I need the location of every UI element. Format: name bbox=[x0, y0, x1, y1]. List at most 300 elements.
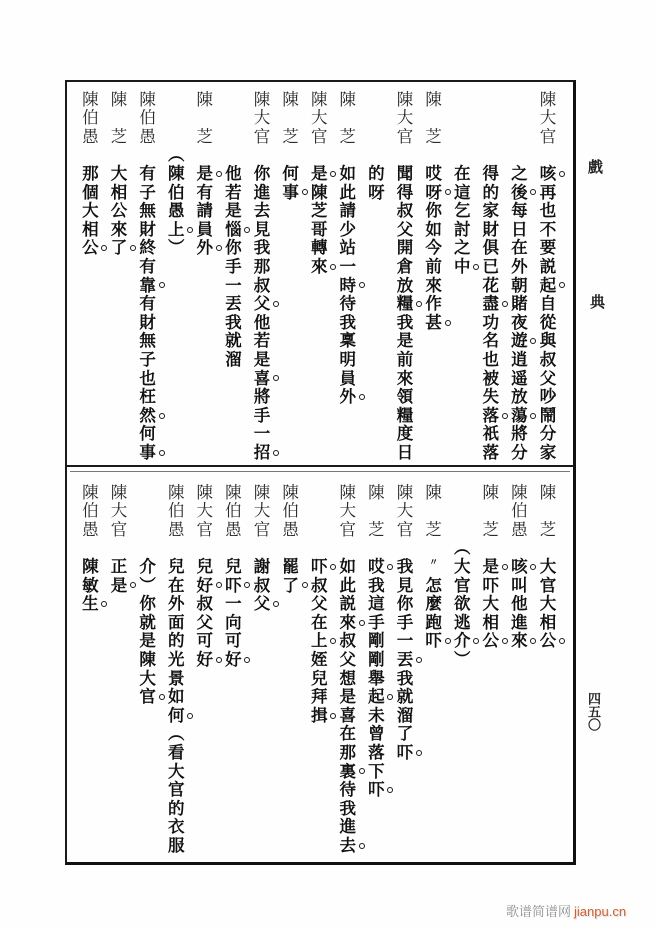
speaker-name bbox=[394, 484, 416, 540]
speaker-glyph: 愚 bbox=[511, 519, 528, 539]
text-glyph: 兒 bbox=[196, 557, 214, 577]
text-glyph: 來 bbox=[425, 275, 442, 295]
text-glyph: 父 bbox=[196, 612, 214, 632]
text-glyph: 花 bbox=[482, 275, 500, 295]
text-glyph: 待 bbox=[339, 780, 357, 800]
text-glyph: 敏 bbox=[82, 575, 99, 595]
text-glyph: 是 bbox=[308, 165, 330, 184]
text-glyph: 分 bbox=[539, 424, 557, 444]
dialogue-column bbox=[137, 484, 159, 864]
speaker-glyph bbox=[423, 109, 445, 128]
speaker-name bbox=[537, 91, 559, 147]
text-glyph: 枉 bbox=[139, 387, 156, 407]
text-glyph: 父 bbox=[310, 594, 328, 614]
speaker-glyph: 官 bbox=[539, 126, 557, 146]
text-glyph: 一 bbox=[225, 275, 242, 295]
text-glyph: 的 bbox=[482, 182, 500, 202]
text-glyph: 他 bbox=[225, 164, 242, 184]
text-glyph: 是 bbox=[396, 331, 414, 351]
speaker-glyph bbox=[108, 109, 130, 128]
text-glyph: 兒 bbox=[310, 668, 328, 688]
text-glyph: 在 bbox=[167, 575, 185, 595]
speaker-name bbox=[251, 484, 273, 540]
text-glyph: 領 bbox=[396, 387, 414, 407]
text-glyph: 那 bbox=[253, 257, 271, 277]
text-glyph: 這 bbox=[368, 594, 385, 614]
text-glyph: 落 bbox=[480, 407, 502, 426]
text-glyph: 來 bbox=[396, 368, 414, 388]
dialogue-text bbox=[79, 558, 101, 614]
text-glyph: 將 bbox=[253, 387, 271, 407]
speaker-glyph: 伯 bbox=[167, 501, 185, 521]
speaker-glyph bbox=[280, 109, 302, 128]
text-glyph: 逍 bbox=[511, 350, 528, 370]
text-glyph: 芝 bbox=[310, 201, 328, 221]
speaker-glyph: 芝 bbox=[425, 519, 442, 539]
dialogue-column bbox=[423, 484, 445, 864]
text-glyph: 前 bbox=[396, 350, 414, 370]
speaker-glyph: 大 bbox=[396, 501, 414, 521]
text-glyph: 一 bbox=[253, 424, 271, 444]
text-glyph: 轉 bbox=[310, 238, 328, 258]
text-glyph: 大 bbox=[110, 164, 128, 184]
text-glyph: 父 bbox=[251, 595, 273, 614]
text-glyph: 少 bbox=[339, 219, 357, 239]
text-glyph: 去 bbox=[253, 201, 271, 221]
text-glyph: 此 bbox=[339, 182, 357, 202]
text-glyph: 上 bbox=[165, 221, 187, 240]
text-glyph: 分 bbox=[511, 442, 528, 462]
text-glyph: 起 bbox=[537, 277, 559, 296]
text-glyph: 這 bbox=[453, 182, 471, 202]
text-glyph: 吓 bbox=[308, 558, 330, 577]
dialogue-text bbox=[537, 165, 559, 463]
speaker-glyph: 陳 bbox=[310, 89, 328, 109]
text-glyph: 夜 bbox=[511, 312, 528, 332]
text-glyph: 甚 bbox=[423, 314, 445, 333]
text-glyph: 要 bbox=[539, 238, 557, 258]
speaker-glyph: 愚 bbox=[139, 126, 156, 146]
text-glyph: 來 bbox=[337, 614, 359, 633]
text-glyph: 〃 bbox=[429, 558, 439, 569]
running-head-char: 戲 bbox=[588, 158, 604, 176]
text-glyph: 事 bbox=[137, 444, 159, 463]
text-glyph: 公 bbox=[480, 632, 502, 651]
text-glyph: 介 bbox=[139, 557, 156, 577]
speaker-name bbox=[508, 484, 530, 540]
speaker-name bbox=[108, 484, 130, 540]
text-glyph: 父 bbox=[339, 650, 357, 670]
text-glyph: ︶ bbox=[453, 650, 471, 670]
text-glyph: 了 bbox=[108, 239, 130, 258]
text-glyph: 叔 bbox=[339, 631, 357, 651]
speaker-glyph: 陳 bbox=[139, 89, 156, 109]
text-glyph: 就 bbox=[396, 687, 414, 707]
text-glyph: 來 bbox=[508, 632, 530, 651]
speaker-glyph: 芝 bbox=[282, 126, 299, 146]
text-glyph: 剛 bbox=[368, 631, 385, 651]
text-glyph: 一 bbox=[225, 594, 242, 614]
speaker-glyph: 芝 bbox=[539, 519, 557, 539]
text-glyph: 大 bbox=[167, 761, 185, 781]
text-glyph: 喜 bbox=[339, 705, 357, 725]
speaker-glyph: 芝 bbox=[368, 519, 385, 539]
text-glyph: 時 bbox=[337, 277, 359, 296]
dialogue-text bbox=[365, 558, 387, 800]
text-glyph: 我 bbox=[368, 575, 385, 595]
text-glyph: 吓 bbox=[365, 781, 387, 800]
speaker-glyph: 大 bbox=[310, 108, 328, 128]
text-glyph: 光 bbox=[167, 650, 185, 670]
speaker-glyph: 陳 bbox=[396, 482, 414, 502]
speaker-glyph: 愚 bbox=[82, 519, 99, 539]
dialogue-column bbox=[108, 91, 130, 471]
speaker-glyph: 官 bbox=[253, 126, 271, 146]
text-glyph: 一 bbox=[339, 257, 357, 277]
text-glyph: 每 bbox=[511, 201, 528, 221]
text-glyph: 向 bbox=[225, 612, 242, 632]
text-glyph: 也 bbox=[539, 201, 557, 221]
text-glyph: 公 bbox=[537, 632, 559, 651]
text-glyph: 陳 bbox=[82, 557, 99, 577]
text-glyph: 那 bbox=[82, 164, 99, 184]
text-glyph: 起 bbox=[365, 688, 387, 707]
dialogue-column bbox=[537, 484, 559, 864]
text-glyph: 未 bbox=[368, 705, 385, 725]
dialogue-text bbox=[251, 165, 273, 463]
speaker-glyph: 芝 bbox=[110, 126, 128, 146]
text-glyph: 上 bbox=[308, 632, 330, 651]
text-glyph: 叔 bbox=[253, 275, 271, 295]
text-glyph: 吓 bbox=[394, 744, 416, 763]
speaker-glyph: 陳 bbox=[253, 89, 271, 109]
text-glyph: 在 bbox=[453, 164, 471, 184]
text-glyph: 開 bbox=[396, 238, 414, 258]
dialogue-text bbox=[251, 558, 273, 614]
text-glyph: 了 bbox=[396, 724, 414, 744]
text-glyph: 日 bbox=[511, 219, 528, 239]
text-glyph: 見 bbox=[396, 575, 414, 595]
text-glyph: 叔 bbox=[196, 594, 214, 614]
text-glyph: 吓 bbox=[482, 575, 500, 595]
text-glyph: 官 bbox=[137, 688, 159, 707]
text-glyph: 面 bbox=[167, 612, 185, 632]
speaker-glyph bbox=[423, 502, 445, 521]
text-glyph: 待 bbox=[339, 294, 357, 314]
text-glyph: 被 bbox=[482, 368, 500, 388]
dialogue-text bbox=[108, 165, 130, 258]
text-glyph: 在 bbox=[511, 238, 528, 258]
text-glyph: 如 bbox=[425, 219, 442, 239]
text-glyph: 在 bbox=[310, 612, 328, 632]
text-glyph: 想 bbox=[339, 668, 357, 688]
text-glyph: 大 bbox=[453, 557, 471, 577]
speaker-glyph: 芝 bbox=[339, 126, 357, 146]
text-glyph: 度 bbox=[396, 424, 414, 444]
speaker-glyph: 陳 bbox=[539, 482, 557, 502]
text-glyph: 溜 bbox=[396, 705, 414, 725]
text-glyph: 你 bbox=[396, 594, 414, 614]
text-glyph: 得 bbox=[396, 182, 414, 202]
dialogue-text bbox=[137, 165, 159, 463]
dialogue-text bbox=[337, 558, 359, 856]
speaker-glyph: 陳 bbox=[511, 482, 528, 502]
text-glyph: 明 bbox=[339, 350, 357, 370]
text-glyph: 公 bbox=[79, 239, 101, 258]
text-glyph: 何 bbox=[282, 164, 299, 184]
text-glyph: 蕩 bbox=[508, 407, 530, 426]
text-glyph: 怎 bbox=[425, 575, 442, 595]
text-glyph: 就 bbox=[225, 331, 242, 351]
text-glyph: 你 bbox=[139, 594, 156, 614]
speaker-name bbox=[79, 91, 101, 147]
speaker-glyph: 伯 bbox=[225, 501, 242, 521]
text-glyph: 功 bbox=[482, 312, 500, 332]
dialogue-column bbox=[365, 91, 387, 471]
text-glyph: 之 bbox=[511, 164, 528, 184]
text-glyph: 去 bbox=[337, 837, 359, 856]
text-glyph: 家 bbox=[539, 442, 557, 462]
speaker-glyph: 官 bbox=[396, 126, 414, 146]
dialogue-column bbox=[108, 484, 130, 864]
text-glyph: 是 bbox=[253, 350, 271, 370]
text-glyph: 倉 bbox=[396, 257, 414, 277]
text-glyph: 再 bbox=[539, 182, 557, 202]
text-glyph: 溜 bbox=[225, 350, 242, 370]
text-glyph: 大 bbox=[539, 594, 557, 614]
text-glyph: 子 bbox=[139, 350, 156, 370]
text-glyph: 了 bbox=[280, 577, 302, 596]
text-glyph: 咳 bbox=[508, 558, 530, 577]
text-glyph: 的 bbox=[167, 631, 185, 651]
text-glyph: 哥 bbox=[310, 219, 328, 239]
text-glyph: 外 bbox=[194, 239, 216, 258]
text-glyph: 吓 bbox=[423, 632, 445, 651]
text-glyph: 我 bbox=[225, 312, 242, 332]
text-glyph: 作 bbox=[425, 294, 442, 314]
speaker-glyph: 官 bbox=[110, 519, 128, 539]
text-glyph: 麼 bbox=[425, 594, 442, 614]
text-glyph: 外 bbox=[337, 388, 359, 407]
text-glyph: 是 bbox=[339, 687, 357, 707]
text-glyph: 鬧 bbox=[539, 405, 557, 425]
text-glyph: 公 bbox=[110, 201, 128, 221]
text-glyph: 站 bbox=[339, 238, 357, 258]
text-glyph: 他 bbox=[511, 594, 528, 614]
text-glyph: 外 bbox=[167, 594, 185, 614]
text-glyph: 如 bbox=[339, 557, 357, 577]
text-glyph: 我 bbox=[396, 557, 414, 577]
dialogue-text bbox=[194, 165, 216, 258]
text-glyph: 是 bbox=[225, 201, 242, 221]
speaker-name bbox=[337, 91, 359, 147]
text-glyph: 好 bbox=[194, 577, 216, 596]
text-glyph: 官 bbox=[539, 575, 557, 595]
dialogue-column bbox=[394, 91, 416, 471]
text-glyph: 家 bbox=[482, 201, 500, 221]
text-glyph: 相 bbox=[539, 612, 557, 632]
dialogue-column bbox=[480, 484, 502, 864]
dialogue-column bbox=[251, 484, 273, 864]
text-glyph: 手 bbox=[253, 405, 271, 425]
speaker-glyph: 陳 bbox=[396, 89, 414, 109]
text-glyph: 下 bbox=[368, 761, 385, 781]
text-glyph: 來 bbox=[110, 219, 128, 239]
dialogue-text bbox=[165, 558, 187, 856]
dialogue-text bbox=[508, 558, 530, 651]
text-glyph: 手 bbox=[368, 612, 385, 632]
speaker-glyph: 愚 bbox=[167, 519, 185, 539]
text-glyph: 靠 bbox=[137, 277, 159, 296]
text-glyph: 財 bbox=[139, 312, 156, 332]
watermark bbox=[506, 901, 626, 920]
text-glyph: 員 bbox=[339, 368, 357, 388]
text-glyph: 落 bbox=[482, 442, 500, 462]
speaker-glyph: 陳 bbox=[425, 482, 442, 502]
text-glyph: 手 bbox=[396, 612, 414, 632]
dialogue-text bbox=[108, 558, 130, 595]
speaker-glyph: 陳 bbox=[167, 482, 185, 502]
stage-direction-text bbox=[451, 539, 473, 669]
dialogue-column bbox=[423, 91, 445, 471]
text-glyph: 不 bbox=[539, 219, 557, 239]
text-glyph: 我 bbox=[339, 312, 357, 332]
dialogue-column bbox=[280, 91, 302, 471]
text-glyph: 他 bbox=[253, 312, 271, 332]
speaker-glyph: 陳 bbox=[339, 482, 357, 502]
text-glyph: 員 bbox=[196, 219, 214, 239]
speaker-glyph: 伯 bbox=[282, 501, 299, 521]
dialogue-column bbox=[165, 484, 187, 864]
speaker-glyph bbox=[365, 502, 387, 521]
text-glyph: 揖 bbox=[308, 707, 330, 726]
text-glyph: 官 bbox=[453, 575, 471, 595]
text-glyph: 剛 bbox=[368, 650, 385, 670]
dialogue-text bbox=[423, 165, 445, 332]
text-glyph: 糧 bbox=[394, 295, 416, 314]
text-glyph: 叔 bbox=[396, 201, 414, 221]
text-glyph: 事 bbox=[280, 184, 302, 203]
text-glyph: 就 bbox=[139, 612, 156, 632]
text-glyph: 乞 bbox=[453, 201, 471, 221]
dialogue-column bbox=[222, 91, 244, 471]
text-glyph: 哎 bbox=[425, 164, 442, 184]
speaker-name bbox=[165, 484, 187, 540]
text-glyph: 遊 bbox=[508, 332, 530, 351]
text-glyph: 自 bbox=[539, 294, 557, 314]
dialogue-column bbox=[394, 484, 416, 864]
speaker-name bbox=[423, 91, 445, 147]
text-glyph: 落 bbox=[368, 743, 385, 763]
speaker-glyph: 大 bbox=[253, 108, 271, 128]
text-glyph: 我 bbox=[253, 238, 271, 258]
text-glyph: 日 bbox=[396, 442, 414, 462]
text-glyph: 可 bbox=[225, 631, 242, 651]
text-glyph: 財 bbox=[482, 219, 500, 239]
speaker-glyph: 陳 bbox=[482, 482, 500, 502]
speaker-glyph: 陳 bbox=[225, 482, 242, 502]
text-glyph: 俱 bbox=[482, 238, 500, 258]
speaker-glyph: 愚 bbox=[225, 519, 242, 539]
text-glyph: 看 bbox=[167, 743, 185, 763]
text-glyph: 我 bbox=[339, 798, 357, 818]
text-glyph: 父 bbox=[539, 368, 557, 388]
speaker-glyph bbox=[480, 502, 502, 521]
dialogue-text bbox=[79, 165, 101, 258]
text-glyph: 欲 bbox=[453, 594, 471, 614]
text-glyph: 姪 bbox=[310, 650, 328, 670]
text-glyph: 外 bbox=[511, 257, 528, 277]
dialogue-text bbox=[480, 165, 502, 463]
dialogue-text bbox=[480, 558, 502, 651]
text-glyph: 服 bbox=[167, 835, 185, 855]
speaker-name bbox=[365, 484, 387, 540]
speaker-glyph: 陳 bbox=[82, 482, 99, 502]
text-glyph: 曾 bbox=[368, 724, 385, 744]
speaker-glyph: 大 bbox=[539, 108, 557, 128]
text-glyph: 中 bbox=[451, 258, 473, 277]
text-glyph: 請 bbox=[196, 201, 214, 221]
text-glyph: 逃 bbox=[453, 612, 471, 632]
dialogue-text bbox=[194, 558, 216, 670]
dialogue-column bbox=[308, 484, 330, 864]
text-glyph: 的 bbox=[368, 164, 385, 184]
text-glyph: 然 bbox=[137, 407, 159, 426]
text-glyph: ︶ bbox=[167, 238, 185, 258]
dialogue-column bbox=[480, 91, 502, 471]
speaker-glyph: 伯 bbox=[139, 108, 156, 128]
text-glyph: 你 bbox=[253, 164, 271, 184]
text-glyph: 進 bbox=[253, 182, 271, 202]
text-glyph: 叔 bbox=[253, 575, 271, 595]
text-glyph: 有 bbox=[196, 182, 214, 202]
speaker-name bbox=[280, 91, 302, 147]
text-glyph: 名 bbox=[482, 331, 500, 351]
text-glyph: 衣 bbox=[167, 817, 185, 837]
speaker-glyph: 伯 bbox=[511, 501, 528, 521]
text-glyph: 無 bbox=[139, 331, 156, 351]
dialogue-text bbox=[508, 165, 530, 463]
speaker-glyph: 伯 bbox=[82, 108, 99, 128]
text-glyph: 從 bbox=[539, 312, 557, 332]
speaker-name bbox=[337, 484, 359, 540]
speaker-name bbox=[423, 484, 445, 540]
text-glyph: 罷 bbox=[282, 557, 299, 577]
text-glyph: 糧 bbox=[396, 405, 414, 425]
speaker-glyph: 陳 bbox=[110, 89, 128, 109]
text-glyph: 陳 bbox=[310, 182, 328, 202]
dialogue-column bbox=[79, 91, 101, 471]
text-glyph: 父 bbox=[251, 295, 273, 314]
page-number: 四五〇 bbox=[585, 692, 600, 731]
text-glyph: 稟 bbox=[339, 331, 357, 351]
text-glyph: 盡 bbox=[480, 295, 502, 314]
text-glyph: 叫 bbox=[511, 575, 528, 595]
speaker-glyph bbox=[337, 109, 359, 128]
speaker-glyph: 陳 bbox=[339, 89, 357, 109]
speaker-name bbox=[251, 91, 273, 147]
text-glyph: 相 bbox=[110, 182, 128, 202]
text-glyph: ︶ bbox=[139, 575, 156, 595]
speaker-glyph: 官 bbox=[196, 519, 214, 539]
text-glyph: 裏 bbox=[337, 763, 359, 782]
text-glyph: 吓 bbox=[222, 577, 244, 596]
dialogue-text bbox=[222, 558, 244, 670]
speaker-glyph: 大 bbox=[110, 501, 128, 521]
dialogue-text bbox=[451, 165, 473, 277]
speaker-glyph: 大 bbox=[339, 501, 357, 521]
text-glyph: 舉 bbox=[368, 668, 385, 688]
